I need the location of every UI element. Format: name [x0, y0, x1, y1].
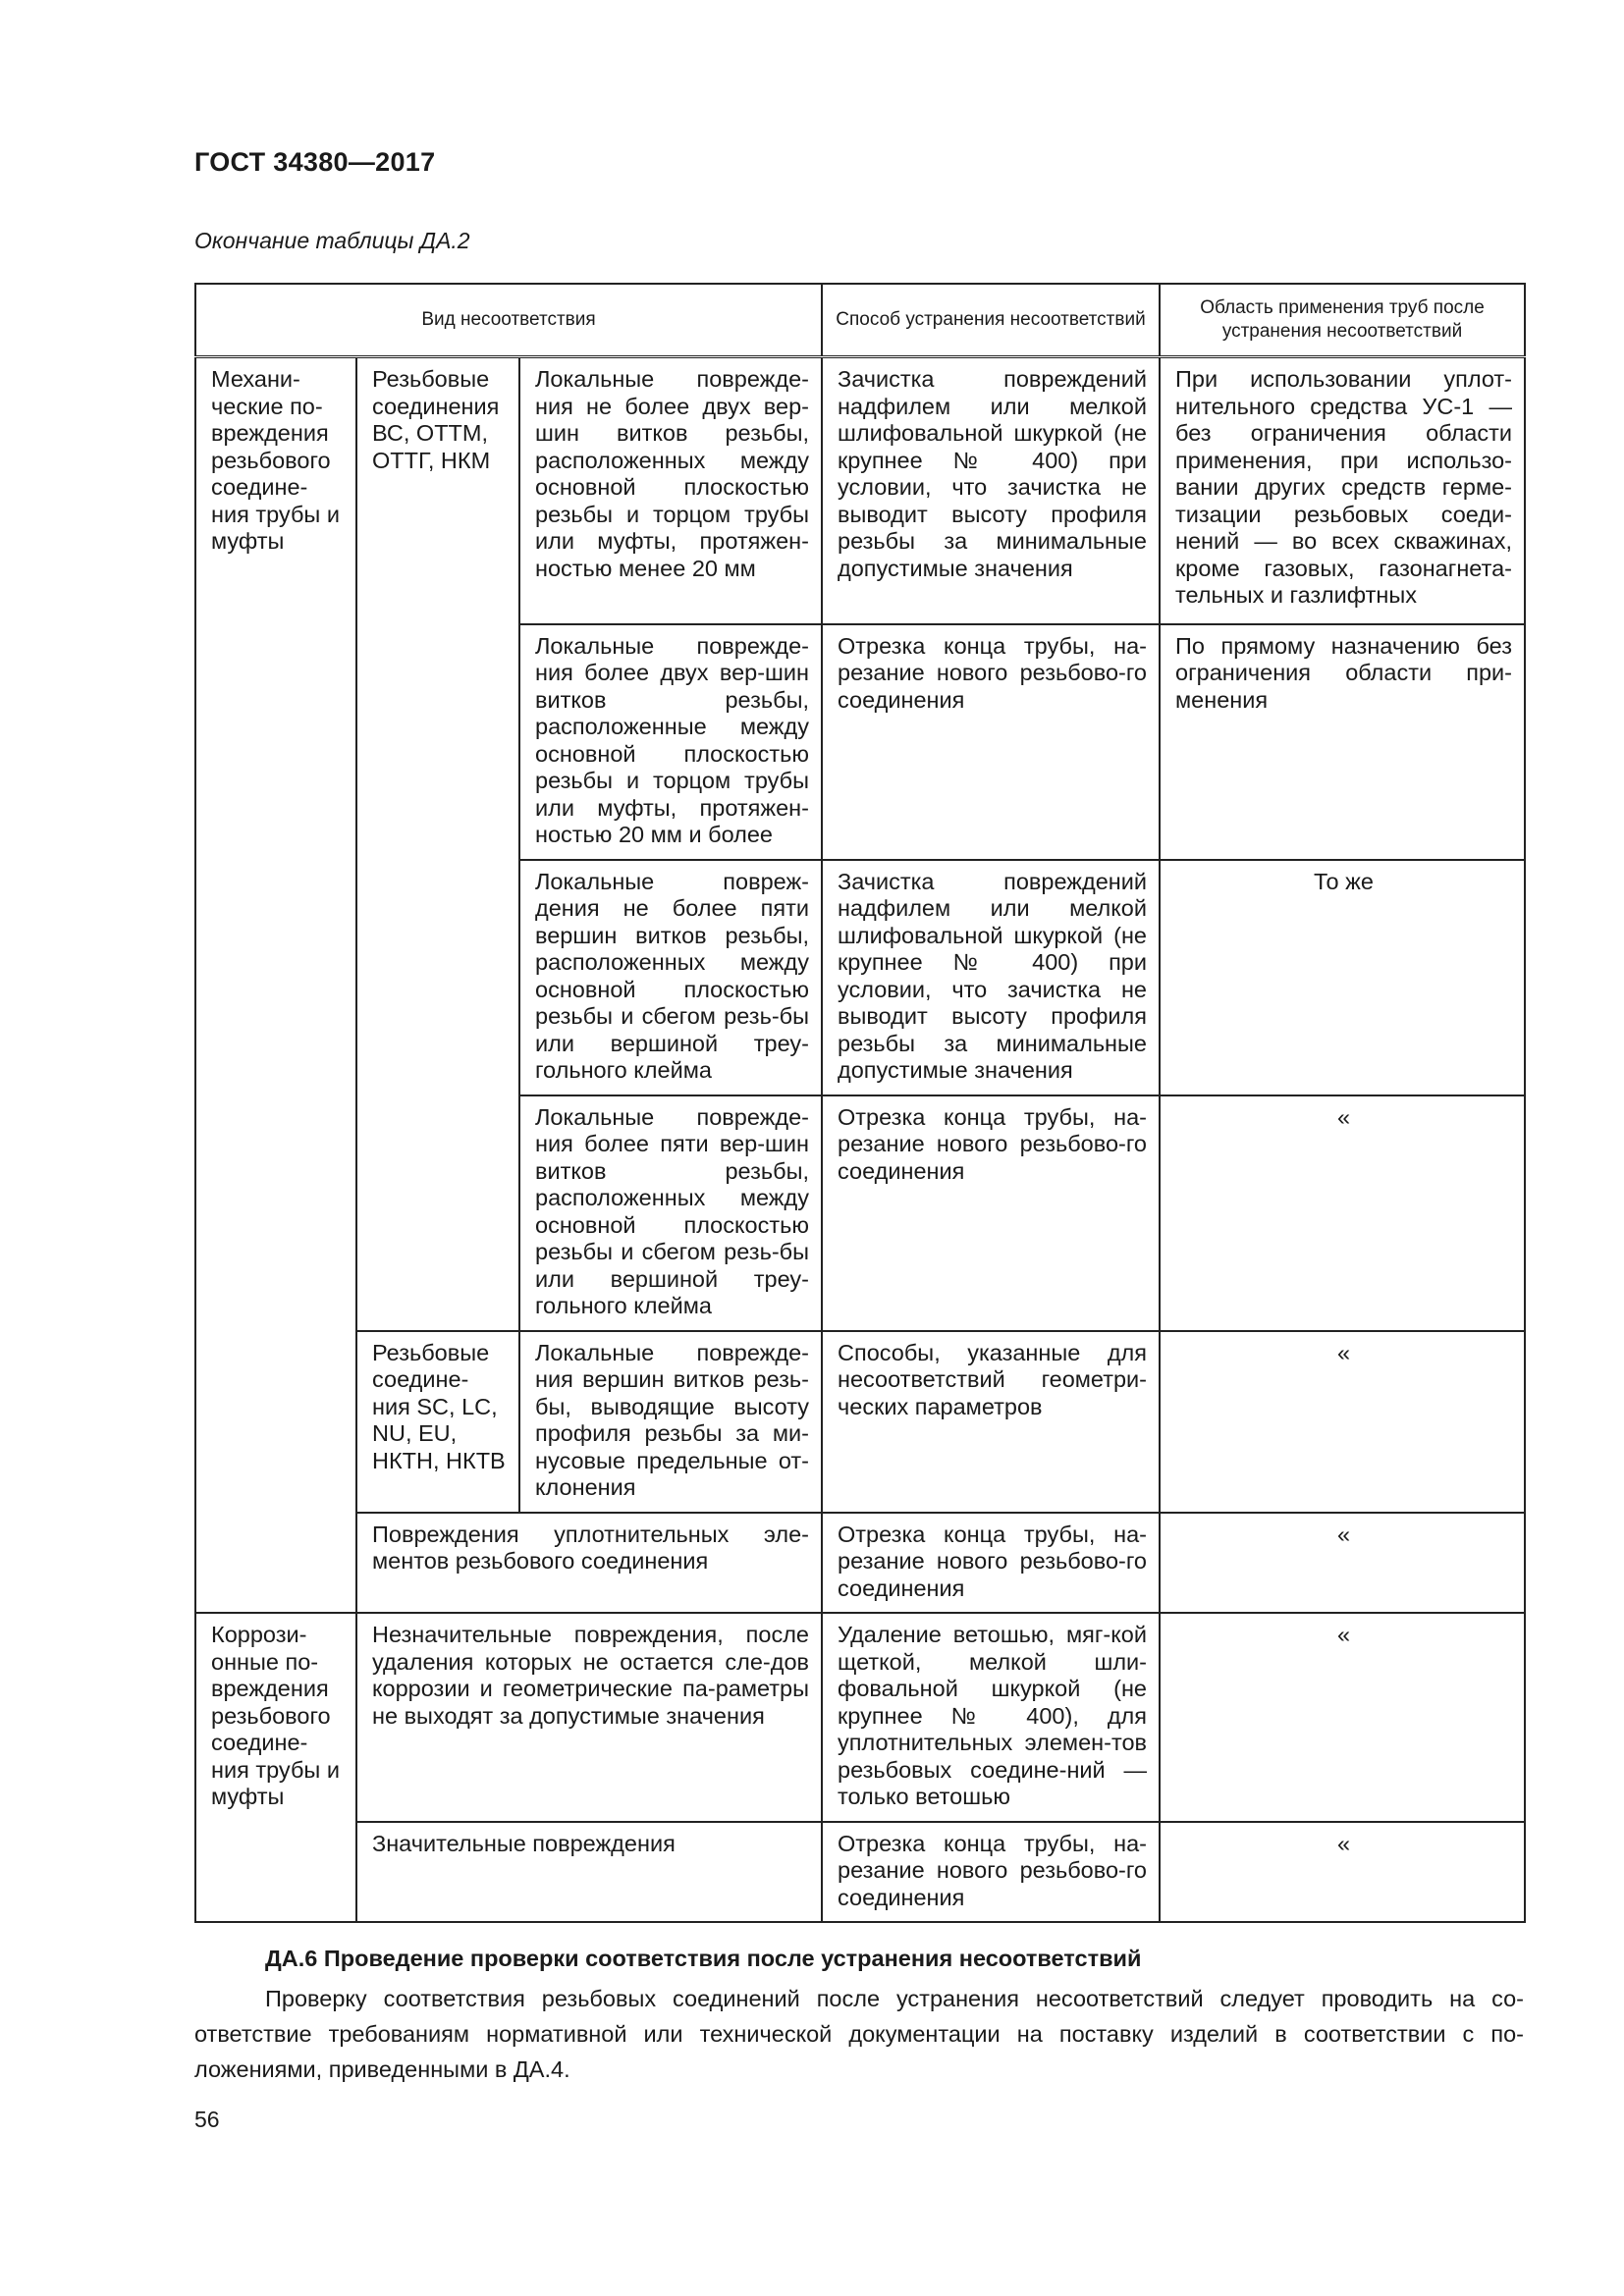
subcategory-sc-lc: Резьбовые соедине-ния SC, LC, NU, EU, НКТН, НКТВ — [356, 1331, 519, 1513]
nonconformity-table — [194, 283, 1526, 1923]
method-cell: Отрезка конца трубы, на-резание нового резьбово-го соединения — [822, 1095, 1160, 1331]
scope-cell: То же — [1160, 860, 1525, 1095]
scope-cell: « — [1160, 1513, 1525, 1614]
defect-cell: Повреждения уплотнительных эле-ментов резьбового соединения — [356, 1513, 822, 1614]
table-header-row — [195, 284, 1525, 357]
table-caption: Окончание таблицы ДА.2 — [194, 228, 470, 253]
page-number: 56 — [194, 2107, 220, 2132]
method-cell: Отрезка конца трубы, на-резание нового резьбово-го соединения — [822, 1822, 1160, 1923]
section-heading: ДА.6 Проведение проверки соответствия после устранения несоответствий — [265, 1946, 1142, 1971]
header-method: Способ устранения несоответствий — [822, 284, 1160, 357]
method-cell: Способы, указанные для несоответствий геометри-ческих параметров — [822, 1331, 1160, 1513]
category-mechanical: Механи-ческие по-вреждения резьбового соедине-ния трубы и муфты — [195, 357, 356, 1614]
body-paragraph: Проверку соответствия резьбовых соединений после устранения несоответствий следует проводить на со-ответствие требованиям нормативной или технической документации на поставку изделий в соответствии с по-ложениями, приведенными в ДА.4. — [194, 1986, 1524, 2082]
scope-cell: « — [1160, 1822, 1525, 1923]
table-row — [195, 357, 1525, 624]
table-row — [195, 1331, 1525, 1513]
scope-cell: « — [1160, 1095, 1525, 1331]
table-row — [195, 1613, 1525, 1822]
document-header: ГОСТ 34380—2017 — [194, 147, 436, 177]
category-corrosion: Коррози-онные по-вреждения резьбового соедине-ния трубы и муфты — [195, 1613, 356, 1922]
defect-cell: Локальные поврежде-ния вершин витков резь-бы, выводящие высоту профиля резьбы за ми-нусовые предельные от-клонения — [519, 1331, 822, 1513]
defect-cell: Локальные поврежде-ния более пяти вер-шин витков резьбы, расположенных между основной плоскостью резьбы и сбегом резь-бы или вершиной треу-гольного клейма — [519, 1095, 822, 1331]
table-row — [195, 1513, 1525, 1614]
scope-cell: По прямому назначению без ограничения области при-менения — [1160, 624, 1525, 860]
method-cell: Зачистка повреждений надфилем или мелкой шлифовальной шкуркой (не крупнее № 400) при условии, что зачистка не выводит высоту профиля резьбы за минимальные допустимые значения — [822, 357, 1160, 624]
method-cell: Удаление ветошью, мяг-кой щеткой, мелкой шли-фовальной шкуркой (не крупнее № 400), для уплотнительных элемен-тов резьбовых соедине-ний — только ветошью — [822, 1613, 1160, 1822]
table-row — [195, 1822, 1525, 1923]
method-cell: Отрезка конца трубы, на-резание нового резьбово-го соединения — [822, 624, 1160, 860]
method-cell: Отрезка конца трубы, на-резание нового резьбово-го соединения — [822, 1513, 1160, 1614]
defect-cell: Локальные повреж-дения не более пяти вершин витков резьбы, расположенных между основной плоскостью резьбы и сбегом резь-бы или вершиной треу-гольного клейма — [519, 860, 822, 1095]
scope-cell: При использовании уплот-нительного средства УС-1 — без ограничения области применения, при использо-вании других средств герме-тизации резьбовых соеди-нений — во всех скважинах, кроме газовых, газонагнета-тельных и газлифтных — [1160, 357, 1525, 624]
header-kind: Вид несоответствия — [195, 284, 822, 357]
method-cell: Зачистка повреждений надфилем или мелкой шлифовальной шкуркой (не крупнее № 400) при условии, что зачистка не выводит высоту профиля резьбы за минимальные допустимые значения — [822, 860, 1160, 1095]
subcategory-vs-ottm: Резьбовые соединения ВС, ОТТМ, ОТТГ, НКМ — [356, 357, 519, 1331]
defect-cell: Значительные повреждения — [356, 1822, 822, 1923]
defect-cell: Локальные поврежде-ния не более двух вер-шин витков резьбы, расположенных между основной плоскостью резьбы и торцом трубы или муфты, протяжен-ностью менее 20 мм — [519, 357, 822, 624]
defect-cell: Незначительные повреждения, после удаления которых не остается сле-дов коррозии и геометрические па-раметры не выходят за допустимые значения — [356, 1613, 822, 1822]
scope-cell: « — [1160, 1613, 1525, 1822]
scope-cell: « — [1160, 1331, 1525, 1513]
header-scope: Область применения труб после устранения несоответствий — [1160, 284, 1525, 357]
defect-cell: Локальные поврежде-ния более двух вер-шин витков резьбы, расположенные между основной плоскостью резьбы и торцом трубы или муфты, протяжен-ностью 20 мм и более — [519, 624, 822, 860]
